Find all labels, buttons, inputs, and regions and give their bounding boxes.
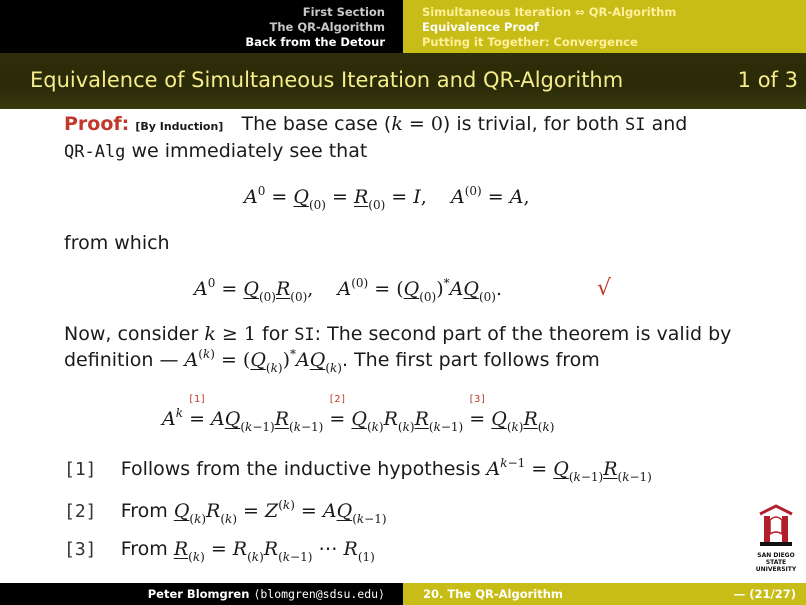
reference-text-1: Follows from the inductive hypothesis bbox=[120, 458, 481, 480]
reference-1 bbox=[64, 456, 652, 484]
equation-base-1: $A^0 = Q_{(0)} = R_{(0)} = I$, $A^{(0)} = A$, bbox=[244, 184, 530, 212]
footer-lecture-title[interactable]: 20. The QR-Algorithm bbox=[423, 587, 563, 601]
now-text: Now, consider bbox=[64, 323, 199, 345]
equation-induction-chain: $A^k$ [1] = $AQ_{(k-1)}R_{(k-1)}$ [2] = $Q_{(k)}R_{(k)}R_{(k-1)}$ [3] = $Q_{(k)}R_{(k)}$ bbox=[162, 394, 555, 434]
proof-label: Proof: bbox=[64, 113, 130, 135]
reference-tag-3: [3] bbox=[64, 539, 97, 560]
definition-text: definition — bbox=[64, 349, 179, 371]
nav-item-equivalence-proof[interactable]: Equivalence Proof bbox=[422, 20, 539, 34]
si-code-2: SI bbox=[294, 325, 315, 345]
nav-item-qr-algorithm[interactable]: The QR-Algorithm bbox=[269, 20, 385, 34]
ref-label-2: [2] bbox=[328, 394, 347, 405]
nav-item-first-section[interactable]: First Section bbox=[302, 5, 385, 19]
header-left-nav bbox=[0, 0, 403, 53]
and-text: and bbox=[651, 113, 688, 135]
ref-label-1: [1] bbox=[187, 394, 207, 405]
slide-title: Equivalence of Simultaneous Iteration and QR-Algorithm bbox=[30, 68, 624, 92]
logo-text bbox=[750, 552, 802, 573]
footer-left bbox=[0, 583, 403, 605]
checkmark-icon: √ bbox=[597, 276, 612, 301]
math-r-product: $R_{(k)} = R_{(k)}R_{(k-1)}$ ⋯ $R_{(1)}$ bbox=[173, 538, 375, 564]
footer-right bbox=[403, 583, 806, 605]
nav-item-convergence[interactable]: Putting it Together: Convergence bbox=[422, 35, 638, 49]
si-code: SI bbox=[625, 115, 646, 135]
header-right-nav bbox=[403, 0, 806, 53]
inductive-line-2 bbox=[64, 347, 600, 375]
second-part-text: : The second part of the theorem is valid by bbox=[314, 323, 732, 345]
equals-ref-1: [1] = bbox=[187, 394, 207, 430]
footer-page-number: — (21/27) bbox=[733, 587, 796, 601]
slide-page-count: 1 of 3 bbox=[737, 68, 798, 92]
reference-text-3: From bbox=[120, 538, 168, 560]
footer-author bbox=[148, 587, 385, 601]
author-email[interactable]: ⟨blomgren@sdsu.edu⟩ bbox=[253, 587, 385, 601]
equals-ref-3: [3] = bbox=[468, 394, 487, 430]
immediately-text: we immediately see that bbox=[131, 140, 368, 162]
ref-label-3: [3] bbox=[468, 394, 487, 405]
proof-note: [By Induction] bbox=[135, 120, 224, 133]
author-name: Peter Blomgren bbox=[147, 587, 250, 601]
logo-line-1: SAN DIEGO STATE bbox=[757, 552, 795, 566]
equation-base-2: $A^0 = Q_{(0)}R_{(0)}$, $A^{(0)} = (Q_{(0)})^*AQ_{(0)}$. bbox=[194, 276, 502, 304]
base-case-text: The base case ( bbox=[241, 113, 392, 135]
reference-tag-2: [2] bbox=[64, 501, 97, 522]
trivial-text: ) is trivial, for both bbox=[442, 113, 619, 135]
math-k-ge-1: k ≥ 1 bbox=[204, 323, 256, 345]
university-emblem-icon bbox=[750, 500, 802, 552]
math-k-eq-0: k = 0 bbox=[391, 113, 443, 135]
inductive-line-1 bbox=[64, 323, 731, 345]
nav-item-back-from-detour[interactable]: Back from the Detour bbox=[245, 35, 385, 49]
reference-3 bbox=[64, 538, 375, 564]
reference-text-2: From bbox=[120, 500, 168, 522]
logo-line-2: UNIVERSITY bbox=[755, 566, 797, 573]
university-logo bbox=[750, 500, 802, 573]
math-inductive-hypothesis: $A^{k-1} = Q_{(k-1)}R_{(k-1)}$ bbox=[486, 456, 652, 484]
proof-line-2 bbox=[64, 140, 367, 162]
for-text: for bbox=[262, 323, 289, 345]
from-which-text: from which bbox=[64, 232, 170, 254]
proof-line-1 bbox=[64, 113, 687, 135]
first-part-text: . The first part follows from bbox=[341, 349, 600, 371]
reference-tag-1: [1] bbox=[64, 459, 97, 480]
math-definition: $A^{(k)} = (Q_{(k)})^*AQ_{(k)}$ bbox=[184, 347, 342, 375]
qralg-code: QR-Alg bbox=[64, 142, 126, 162]
math-z-identity: $Q_{(k)}R_{(k)} = Z^{(k)} = AQ_{(k-1)}$ bbox=[173, 498, 387, 526]
reference-2 bbox=[64, 498, 387, 526]
equals-ref-2: [2] = bbox=[328, 394, 347, 430]
nav-item-simultaneous-iteration[interactable]: Simultaneous Iteration ⇔ QR-Algorithm bbox=[422, 5, 677, 19]
